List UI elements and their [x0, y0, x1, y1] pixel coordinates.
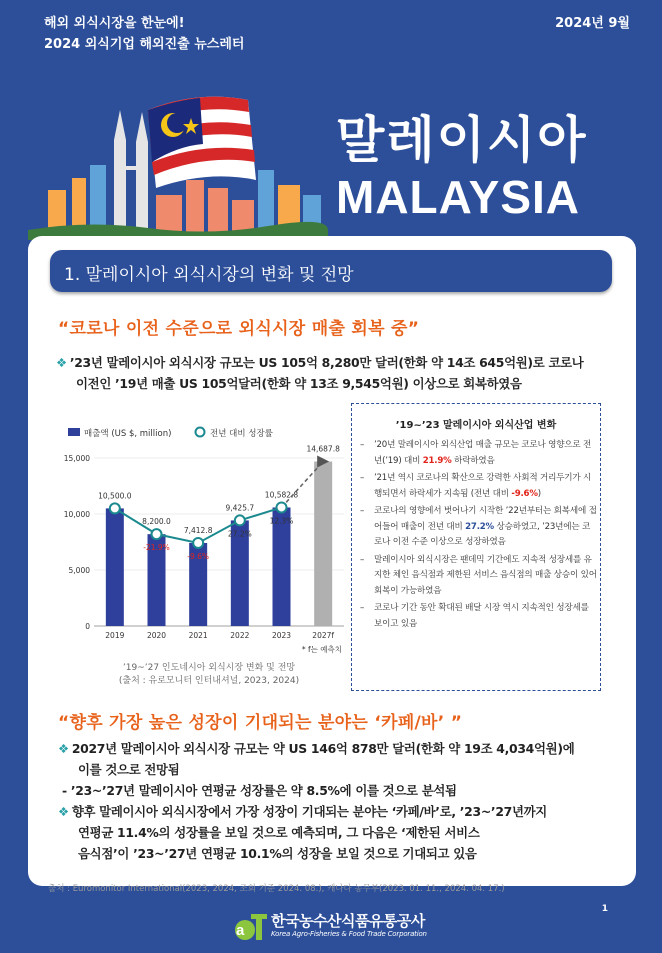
- growth-label: 12.3%: [269, 516, 294, 526]
- paragraph-line: 2027년 말레이시아 외식시장 규모는 약 US 146억 878만 달러(한화 약 19조 4,034억원)에: [71, 741, 575, 756]
- legend-label-growth: 전년 대비 성장률: [210, 429, 273, 439]
- title-korean: 말레이시아: [336, 111, 588, 169]
- growth-label: -9.6%: [187, 551, 210, 561]
- section-title: 1. 말레이시아 외식시장의 변화 및 전망: [64, 265, 354, 285]
- y-tick-label: 10,000: [63, 510, 90, 519]
- x-tick-label: 2023: [271, 631, 292, 640]
- paragraph-line: - ’23~’27년 말레이시아 연평균 성장률은 약 8.5%에 이를 것으로 분석됨: [62, 783, 457, 798]
- headline-cafe-bar: “향후 가장 높은 성장이 기대되는 분야는 ‘카페/바’ ”: [58, 713, 463, 733]
- bar-2019: [106, 508, 124, 626]
- box-item-highlight: -9.6%: [511, 488, 538, 499]
- market-chart: [60, 412, 350, 692]
- chart-caption-title: ’19~’27 인도네시아 외식시장 변화 및 전망: [122, 663, 296, 673]
- x-tick-label: 2021: [188, 631, 208, 640]
- y-tick-label: 15,000: [63, 454, 90, 463]
- y-tick-label: 5,000: [68, 566, 90, 575]
- malaysia-flag-icon: [148, 97, 256, 188]
- box-item-text: 상승하였고, ’23년에는 코로나 이전 수준 이상으로 성장하였음: [374, 521, 591, 547]
- data-point-2021: [193, 538, 203, 548]
- value-label: 8,200.0: [142, 517, 171, 527]
- org-name-english: Korea Agro-Fisheries & Food Trade Corporation: [271, 930, 427, 938]
- paragraph-text: ’23~’27년 말레이시아 연평균 성장률은 약 8.5%에 이를 것으로 분석됨: [70, 783, 457, 798]
- box-item-text: ’20년 말레이시아 외식산업 매출 규모는 코로나 영향으로 전년(’19) 대비: [374, 440, 592, 466]
- header-tagline: 해외 외식시장을 한눈에!: [44, 16, 185, 31]
- data-point-2020: [152, 529, 162, 539]
- section-title-bar: [50, 250, 612, 292]
- box-list: [360, 438, 598, 634]
- at-logo-icon: [233, 908, 269, 944]
- box-item: [360, 553, 598, 600]
- box-item-text: 하락하였음: [451, 455, 495, 466]
- x-tick-label: 2020: [146, 631, 167, 640]
- malaysia-skyline-illustration: [28, 70, 328, 240]
- diamond-bullet-icon: ❖: [58, 741, 69, 756]
- box-item-text: 코로나의 영향에서 벗어나기 시작한 ’22년부터는 회복세에 접어들어 매출이 전년 대비: [374, 506, 597, 532]
- box-item: [360, 601, 598, 632]
- paragraph-line: 이를 것으로 전망됨: [78, 762, 180, 777]
- box-item-text: 코로나 기간 동안 확대된 배달 시장 역시 지속적인 성장세를 보이고 있음: [374, 603, 589, 629]
- data-point-2019: [110, 503, 120, 513]
- paragraph-line: 이전인 ’19년 매출 US 105억달러(한화 약 13조 9,545억원) 이상으로 회복하였음: [76, 376, 522, 391]
- org-logo: [233, 908, 463, 944]
- paragraph-market-size: [56, 352, 616, 394]
- paragraph-line: ’23년 말레이시아 외식시장 규모는 US 105억 8,280만 달러(한화 약 14조 645억원)로 코로나: [69, 355, 584, 370]
- box-item: [360, 471, 598, 502]
- paragraph-line: 연평균 11.4%의 성장률을 보일 것으로 예측되며, 그 다음은 ‘제한된 서비스: [78, 825, 480, 840]
- paragraph-line: 음식점’이 ’23~’27년 연평균 10.1%의 성장을 보일 것으로 기대되고 있음: [78, 846, 477, 861]
- title-english: MALAYSIA: [336, 171, 580, 223]
- box-title: ’19~’23 말레이시아 외식산업 변화: [395, 420, 557, 431]
- data-point-2023: [277, 502, 287, 512]
- value-label: 9,425.7: [225, 503, 255, 513]
- org-name-korean: 한국농수산식품유통공사: [271, 912, 425, 930]
- x-tick-label: 2019: [105, 631, 125, 640]
- header-date: 2024년 9월: [555, 16, 630, 31]
- page-number: 1: [601, 904, 608, 914]
- growth-label: 27.2%: [227, 529, 252, 539]
- box-item-highlight: 21.9%: [422, 455, 452, 466]
- box-item-highlight: 27.2%: [465, 521, 494, 532]
- paragraph-line: 향후 말레이시아 외식시장에서 가장 성장이 기대되는 분야는 ‘카페/바’로, ’23~’27년까지: [71, 804, 547, 819]
- box-item: [360, 504, 598, 551]
- value-label: 10,500.0: [98, 491, 132, 501]
- industry-change-box: [351, 403, 601, 691]
- box-item-text: ): [537, 488, 541, 499]
- box-item-text: 말레이시아 외식시장은 팬데믹 기간에도 지속적 성장세를 유지한 체인 음식점과 제한된 서비스 음식점의 매출 상승이 있어 회복이 가능하였음: [374, 554, 597, 596]
- legend-swatch-sales: [68, 428, 80, 436]
- data-point-2022: [235, 515, 245, 525]
- headline-recovery: “코로나 이전 수준으로 외식시장 매출 회복 중”: [58, 319, 420, 339]
- paragraph-forecast: [58, 738, 618, 864]
- header-newsletter-name: 2024 외식기업 해외진출 뉴스레터: [44, 37, 245, 52]
- diamond-bullet-icon: ❖: [58, 804, 69, 819]
- legend-label-sales: 매출액 (US $, million): [84, 429, 172, 439]
- box-item-text: ’21년 역시 코로나의 확산으로 강력한 사회적 거리두기가 시행되면서 하락세가 지속됨 (전년 대비: [374, 473, 592, 499]
- x-tick-label: 2022: [230, 631, 250, 640]
- diamond-bullet-icon: ❖: [56, 355, 67, 370]
- x-tick-label: 2027f: [312, 631, 335, 640]
- value-label: 10,582.8: [264, 490, 299, 500]
- source-note: 출처 : Euromonitor International(2023, 2024, 조회 기준 2024. 08.), 캐나다 농무부(2023. 01. 11., 2024. 04. 17.): [48, 884, 505, 894]
- forecast-note: * f는 예측치: [301, 645, 342, 654]
- value-label: 7,412.8: [183, 525, 213, 535]
- value-label: 14,687.8: [306, 444, 340, 454]
- chart-caption-source: (출처 : 유로모니터 인터내셔널, 2023, 2024): [118, 676, 300, 686]
- growth-label: -21.9%: [143, 543, 170, 553]
- y-tick-label: 0: [85, 622, 90, 631]
- content-card: [28, 236, 636, 894]
- box-item: [360, 438, 598, 469]
- chart-caption: [68, 662, 350, 688]
- bar-2027f: [314, 461, 332, 626]
- svg-text:a: a: [236, 922, 245, 939]
- legend-marker-growth: [196, 428, 205, 437]
